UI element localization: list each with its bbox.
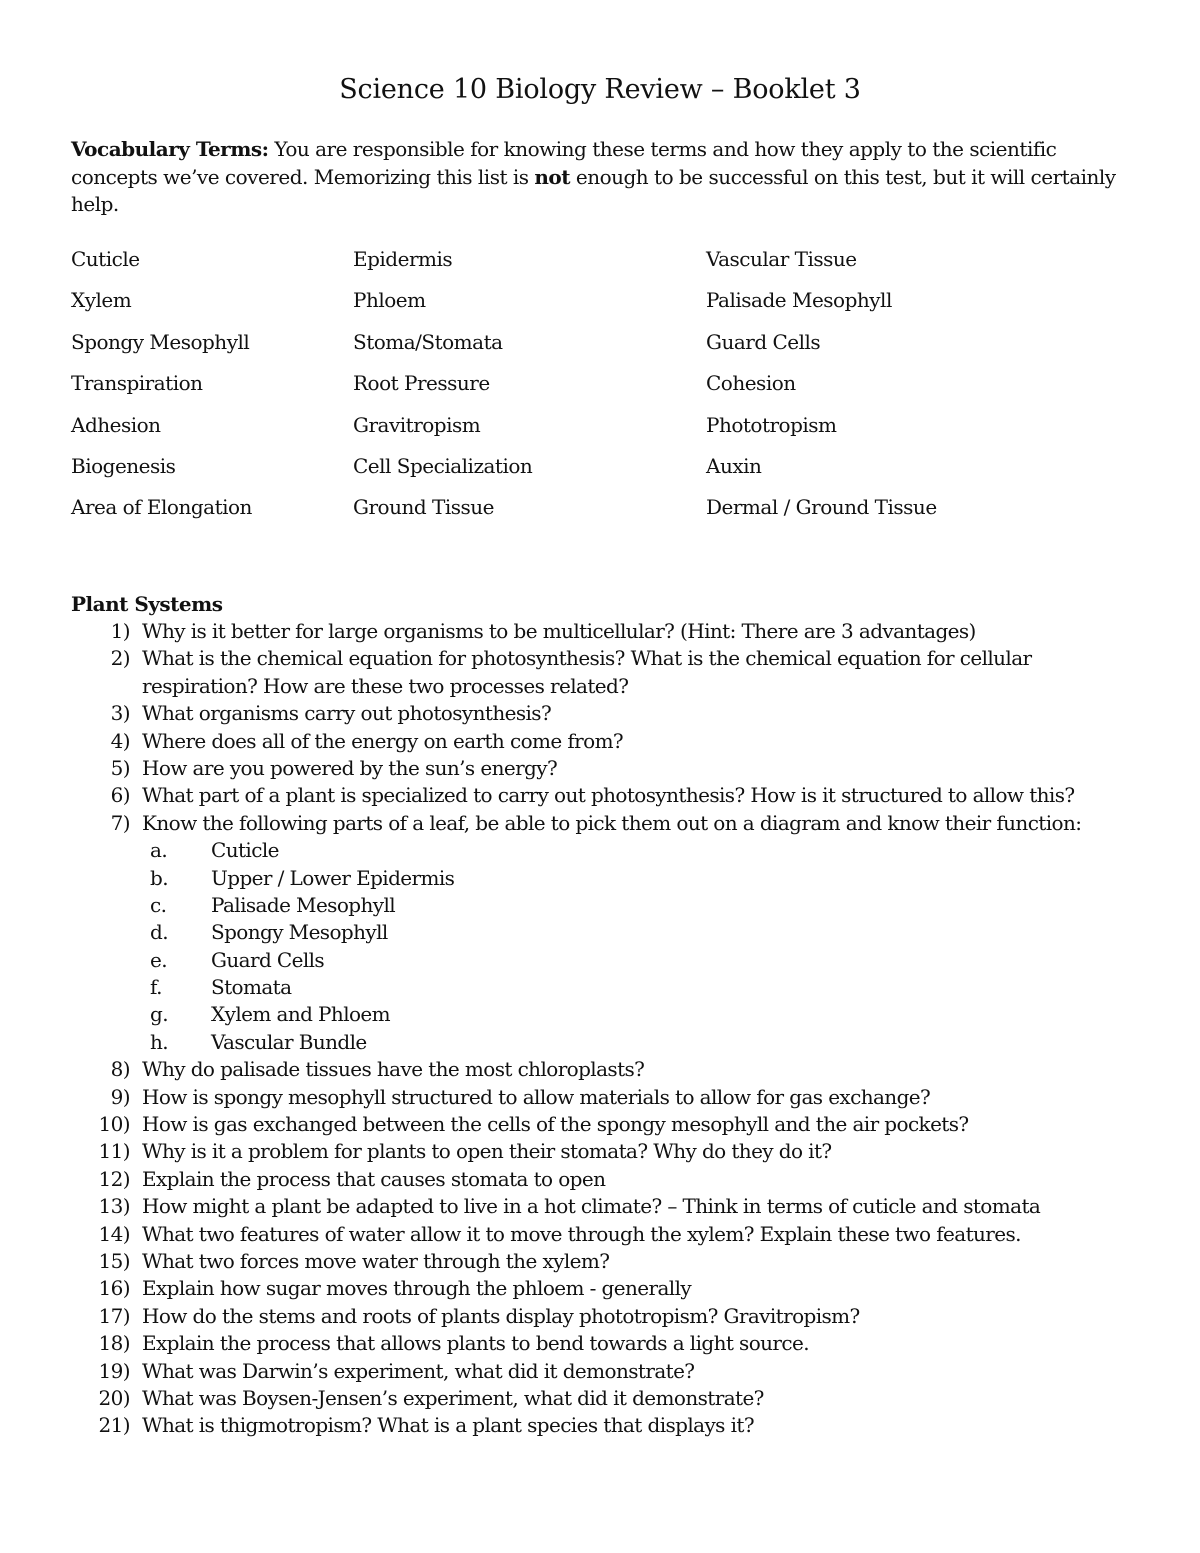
vocab-term: Cuticle (71, 247, 140, 271)
leaf-part-letter: c. (150, 892, 167, 917)
vocab-term: Guard Cells (706, 329, 821, 354)
question-item (0, 755, 1200, 782)
question-number: 11) (98, 1139, 130, 1164)
question-item (0, 1412, 1200, 1439)
leaf-part-item (0, 865, 1200, 892)
question-text: Explain how sugar moves through the phloem - generally (142, 1276, 692, 1301)
question-item (0, 1358, 1200, 1385)
question-item (0, 1221, 1200, 1248)
leaf-part-text: Stomata (211, 975, 292, 1000)
question-number: 8) (110, 1057, 130, 1082)
question-number: 19) (98, 1358, 130, 1383)
question-number: 3) (110, 701, 130, 726)
vocab-term: Transpiration (71, 371, 203, 396)
question-text: Explain the process that allows plants to bend towards a light source. (142, 1331, 809, 1356)
leaf-part-item (0, 1001, 1200, 1028)
question-text: What is the chemical equation for photosynthesis? What is the chemical equation for cellular (142, 646, 1032, 671)
question-number: 7) (110, 810, 130, 835)
question-number: 15) (98, 1249, 130, 1273)
question-text-continued: respiration? How are these two processes related? (142, 673, 629, 698)
question-item (0, 1111, 1200, 1138)
leaf-part-letter: a. (150, 838, 168, 863)
question-number: 5) (110, 755, 130, 780)
vocab-term: Phototropism (706, 412, 837, 437)
vocab-row (71, 411, 1131, 452)
vocab-term: Cohesion (706, 371, 796, 396)
vocab-row (71, 493, 1131, 534)
question-item (0, 1166, 1200, 1193)
leaf-part-text: Xylem and Phloem (211, 1002, 391, 1027)
question-item (0, 1084, 1200, 1111)
question-number: 6) (110, 783, 130, 808)
intro-text-2: enough to be successful on this test, but it will certainly help. (71, 164, 1116, 216)
question-item (0, 728, 1200, 755)
leaf-part-item (0, 974, 1200, 1001)
question-text: Where does all of the energy on earth come from? (142, 728, 624, 753)
question-number: 4) (110, 728, 130, 753)
vocab-term: Phloem (353, 288, 426, 313)
question-text: How is spongy mesophyll structured to allow materials to allow for gas exchange? (142, 1084, 931, 1109)
leaf-part-text: Guard Cells (211, 947, 325, 972)
question-text: Why is it a problem for plants to open their stomata? Why do they do it? (142, 1139, 832, 1164)
vocab-row (71, 245, 1131, 286)
question-number: 2) (110, 646, 130, 671)
vocab-row (71, 328, 1131, 369)
question-number: 10) (98, 1112, 130, 1137)
question-number: 9) (110, 1084, 130, 1109)
leaf-part-item (0, 1029, 1200, 1056)
question-number: 16) (98, 1276, 130, 1301)
question-item (0, 645, 1200, 700)
section-title: Plant Systems (71, 592, 223, 616)
question-number: 21) (98, 1413, 130, 1438)
vocab-term: Stoma/Stomata (353, 329, 503, 354)
leaf-part-letter: f. (150, 975, 162, 1000)
vocabulary-label: Vocabulary Terms: (71, 137, 269, 161)
vocab-term: Vascular Tissue (706, 247, 857, 271)
leaf-part-text: Spongy Mesophyll (211, 920, 388, 945)
vocab-term: Epidermis (353, 247, 453, 271)
question-text: What is thigmotropism? What is a plant species that displays it? (142, 1413, 754, 1438)
question-item (0, 700, 1200, 727)
question-item (0, 618, 1200, 645)
question-item (0, 1138, 1200, 1165)
vocab-term: Biogenesis (71, 453, 176, 478)
intro-emphasis: not (534, 164, 570, 189)
question-text: How are you powered by the sun’s energy? (142, 755, 558, 780)
question-item (0, 1193, 1200, 1220)
vocab-row (71, 369, 1131, 410)
vocabulary-intro (71, 136, 1131, 219)
leaf-part-text: Upper / Lower Epidermis (211, 865, 455, 890)
question-item (0, 810, 1200, 837)
vocab-term: Palisade Mesophyll (706, 288, 892, 313)
question-text: What two features of water allow it to move through the xylem? Explain these two features. (142, 1221, 1021, 1246)
vocab-term: Adhesion (71, 412, 161, 437)
leaf-part-item (0, 919, 1200, 946)
question-text: What was Darwin’s experiment, what did it demonstrate? (142, 1358, 695, 1383)
vocab-term: Xylem (71, 288, 132, 313)
question-number: 20) (98, 1385, 130, 1410)
leaf-part-text: Palisade Mesophyll (211, 892, 396, 917)
question-number: 12) (98, 1166, 130, 1191)
leaf-part-letter: g. (150, 1002, 168, 1027)
question-text: Why do palisade tissues have the most chloroplasts? (142, 1057, 645, 1082)
question-text: How is gas exchanged between the cells of the spongy mesophyll and the air pockets? (142, 1112, 969, 1137)
question-text: What two forces move water through the xylem? (142, 1249, 610, 1273)
leaf-part-text: Vascular Bundle (211, 1029, 367, 1054)
question-item (0, 1303, 1200, 1330)
vocab-row (71, 286, 1131, 327)
leaf-part-letter: h. (150, 1029, 169, 1054)
leaf-part-letter: b. (150, 865, 168, 890)
question-list (0, 618, 1200, 1440)
question-text: How might a plant be adapted to live in a hot climate? – Think in terms of cuticle and stomata (142, 1194, 1041, 1219)
vocab-term: Gravitropism (353, 412, 481, 437)
question-item (0, 1248, 1200, 1275)
leaf-part-letter: d. (150, 920, 168, 945)
question-item (0, 1330, 1200, 1357)
question-number: 1) (110, 619, 130, 643)
question-text: Why is it better for large organisms to be multicellular? (Hint: There are 3 advantages) (142, 619, 976, 643)
vocab-term: Ground Tissue (353, 495, 494, 520)
question-text: What organisms carry out photosynthesis? (142, 701, 552, 726)
question-item (0, 1275, 1200, 1302)
leaf-part-item (0, 837, 1200, 864)
question-item (0, 1056, 1200, 1083)
vocab-term: Spongy Mesophyll (71, 329, 250, 354)
question-item (0, 1385, 1200, 1412)
question-number: 18) (98, 1331, 130, 1356)
intro-text-1: You are responsible for knowing these terms and how they apply to the scientific concepts we’ve covered. Memorizing this list is (71, 137, 1057, 189)
vocabulary-grid (71, 245, 1131, 535)
leaf-part-item (0, 947, 1200, 974)
vocab-term: Root Pressure (353, 371, 490, 396)
page-title: Science 10 Biology Review – Booklet 3 (339, 74, 861, 105)
question-text: What part of a plant is specialized to carry out photosynthesis? How is it structured to allow this? (142, 783, 1075, 808)
question-text: How do the stems and roots of plants display phototropism? Gravitropism? (142, 1303, 860, 1328)
question-item (0, 782, 1200, 809)
vocab-term: Auxin (706, 453, 762, 478)
leaf-part-item (0, 892, 1200, 919)
question-number: 17) (98, 1303, 130, 1328)
vocab-term: Dermal / Ground Tissue (706, 495, 937, 520)
question-number: 13) (98, 1194, 130, 1219)
vocab-term: Cell Specialization (353, 453, 533, 478)
question-number: 14) (98, 1221, 130, 1246)
leaf-part-text: Cuticle (211, 838, 279, 863)
vocab-row (71, 452, 1131, 493)
leaf-part-letter: e. (150, 947, 167, 972)
question-text: What was Boysen-Jensen’s experiment, what did it demonstrate? (142, 1385, 764, 1410)
question-text: Explain the process that causes stomata to open (142, 1166, 606, 1191)
question-text: Know the following parts of a leaf, be able to pick them out on a diagram and know their function: (142, 810, 1082, 835)
vocab-term: Area of Elongation (71, 495, 252, 520)
